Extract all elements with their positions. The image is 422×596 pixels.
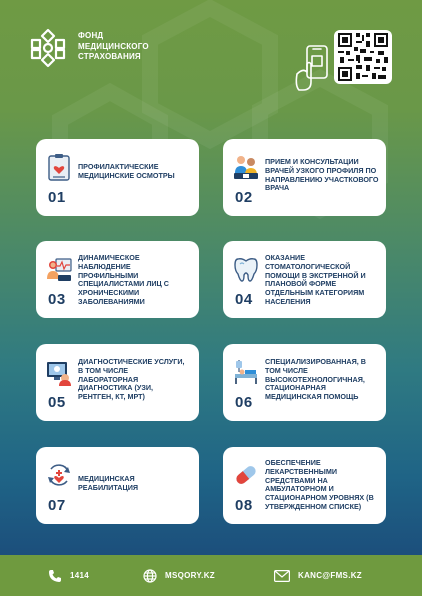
email-link: KANC@FMS.KZ [298,571,362,580]
specialist-monitoring-icon [46,255,72,283]
pill-capsule-icon [233,461,259,489]
service-number: 02 [235,189,253,206]
brand-line: ФОНД [78,31,104,40]
brand-line: МЕДИЦИНСКОГО [78,41,149,51]
service-number: 06 [235,394,253,411]
service-card[interactable] [223,139,386,216]
phone-scan-icon [293,44,333,92]
service-number: 08 [235,497,253,514]
rehabilitation-cycle-icon [46,461,72,489]
doctor-consultation-icon [233,153,259,181]
globe-icon [143,569,157,583]
hospital-bed-icon [233,358,259,386]
service-number: 03 [48,291,66,308]
service-card[interactable] [223,447,386,524]
brand-line: СТРАХОВАНИЯ [78,52,141,61]
service-text: ДИНАМИЧЕСКОЕ НАБЛЮДЕНИЕ ПРОФИЛЬНЫМИ СПЕЦИАЛИСТАМИ ЛИЦ С ХРОНИЧЕСКИМИ ЗАБОЛЕВАНИЯМИ [78,253,169,306]
service-card[interactable] [223,344,386,421]
tooth-icon [233,255,259,283]
service-text: МЕДИЦИНСКАЯ РЕАБИЛИТАЦИЯ [78,474,139,492]
snowflake-logo-icon [26,26,70,70]
diagnostics-monitor-icon [46,358,72,386]
footer-email[interactable] [274,555,362,596]
service-card[interactable] [36,139,199,216]
service-text: ПРОФИЛАКТИЧЕСКИЕ МЕДИЦИНСКИЕ ОСМОТРЫ [78,162,175,180]
service-text: СПЕЦИАЛИЗИРОВАННАЯ, В ТОМ ЧИСЛЕ ВЫСОКОТЕХНОЛОГИЧНАЯ, СТАЦИОНАРНАЯ МЕДИЦИНСКАЯ ПОМОЩЬ [265,357,366,402]
service-card[interactable] [36,344,199,421]
website-link: MSQORY.KZ [165,571,215,580]
phone-icon [48,569,62,583]
service-text: ОБЕСПЕЧЕНИЕ ЛЕКАРСТВЕННЫМИ СРЕДСТВАМИ НА АМБУЛАТОРНОМ И СТАЦИОНАРНОМ УРОВНЯХ (В УТВЕРЖДЕННОМ СПИСКЕ) [265,458,374,511]
footer-contacts [0,555,422,596]
brand-name [78,31,149,63]
footer-phone[interactable] [48,555,89,596]
footer-website[interactable] [143,555,215,596]
service-text: ДИАГНОСТИЧЕСКИЕ УСЛУГИ, В ТОМ ЧИСЛЕ ЛАБОРАТОРНАЯ ДИАГНОСТИКА (УЗИ, РЕНТГЕН, КТ, МРТ) [78,357,185,402]
service-card[interactable] [36,241,199,318]
service-number: 04 [235,291,253,308]
service-card[interactable] [36,447,199,524]
header [0,0,422,120]
service-text: ОКАЗАНИЕ СТОМАТОЛОГИЧЕСКОЙ ПОМОЩИ В ЭКСТРЕННОЙ И ПЛАНОВОЙ ФОРМЕ ОТДЕЛЬНЫМ КАТЕГОРИЯМ НАСЕЛЕНИЯ [265,253,366,306]
service-card[interactable] [223,241,386,318]
service-text: ПРИЕМ И КОНСУЛЬТАЦИИ ВРАЧЕЙ УЗКОГО ПРОФИЛЯ ПО НАПРАВЛЕНИЮ УЧАСТКОВОГО ВРАЧА [265,157,379,193]
service-number: 05 [48,394,66,411]
clipboard-heart-icon [46,153,72,181]
service-number: 07 [48,497,66,514]
service-number: 01 [48,189,66,206]
mail-icon [274,570,290,582]
qr-code-icon[interactable] [334,30,392,84]
phone-number: 1414 [70,571,89,580]
